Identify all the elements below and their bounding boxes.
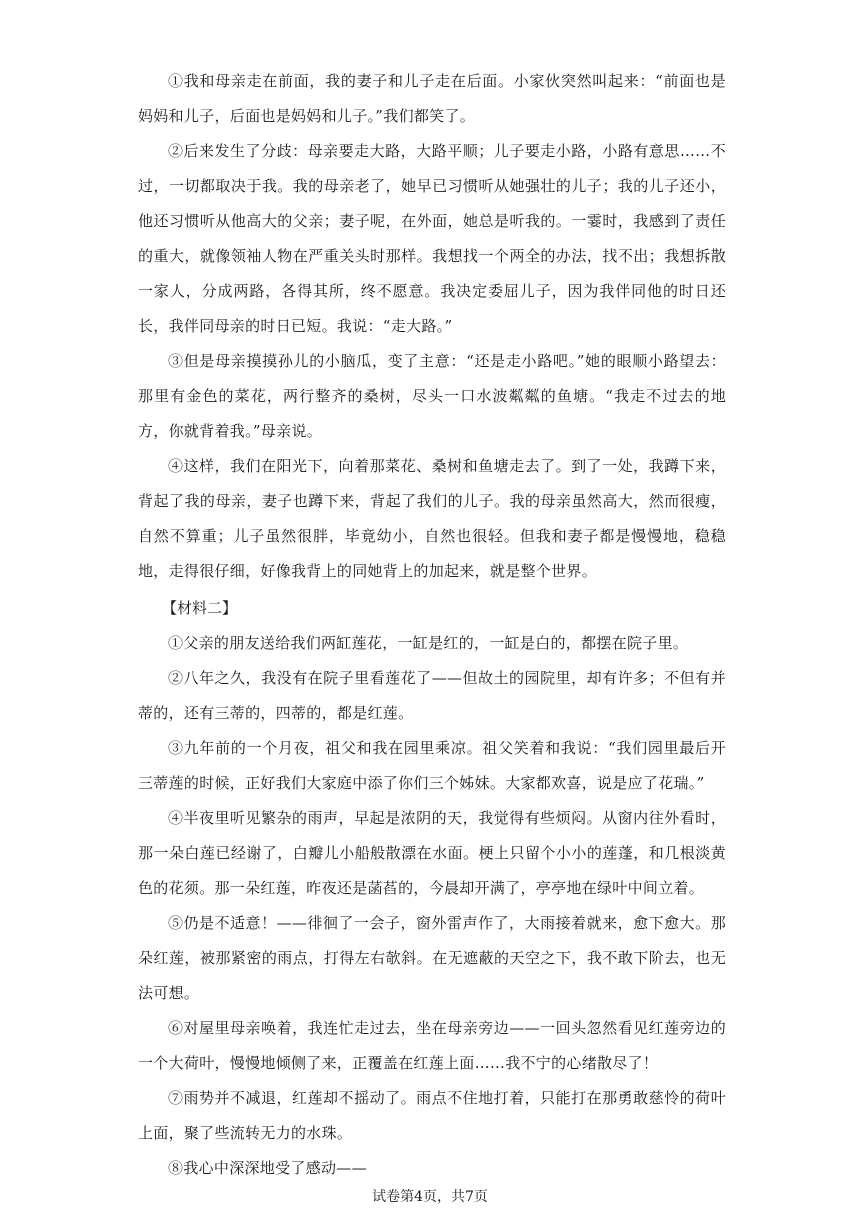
material1-paragraph-1: ①我和母亲走在前面，我的妻子和儿子走在后面。小家伙突然叫起来：“前面也是妈妈和儿子，后面也是妈妈和儿子。”我们都笑了。 xyxy=(138,72,726,125)
material2-paragraph-6: ⑥对屋里母亲唤着，我连忙走过去，坐在母亲旁边——一回头忽然看见红莲旁边的一个大荷叶，慢慢地倾侧了来，正覆盖在红莲上面……我不宁的心绪散尽了！ xyxy=(138,1019,726,1072)
material1-paragraph-2: ②后来发生了分歧：母亲要走大路，大路平顺；儿子要走小路，小路有意思……不过，一切都取决于我。我的母亲老了，她早已习惯听从她强壮的儿子；我的儿子还小，他还习惯听从他高大的父亲；妻子呢，在外面，她总是听我的。一霎时，我感到了责任的重大，就像领袖人物在严重关头时那样。我想找一个两全的办法，找不出；我想拆散一家人，分成两路，各得其所，终不愿意。我决定委屈儿子，因为我伴同他的时日还长，我伴同母亲的时日已短。我说：“走大路。” xyxy=(138,142,726,335)
material1-paragraph-4: ④这样，我们在阳光下，向着那菜花、桑树和鱼塘走去了。到了一处，我蹲下来，背起了我的母亲，妻子也蹲下来，背起了我们的儿子。我的母亲虽然高大，然而很瘦，自然不算重；儿子虽然很胖，毕竟幼小，自然也很轻。但我和妻子都是慢慢地，稳稳地，走得很仔细，好像我背上的同她背上的加起来，就是整个世界。 xyxy=(138,457,726,580)
material2-paragraph-7: ⑦雨势并不减退，红莲却不摇动了。雨点不住地打着，只能打在那勇敢慈怜的荷叶上面，聚了些流转无力的水珠。 xyxy=(138,1089,726,1142)
material1-paragraph-3: ③但是母亲摸摸孙儿的小脑瓜，变了主意：“还是走小路吧。”她的眼顺小路望去：那里有金色的菜花，两行整齐的桑树，尽头一口水波粼粼的鱼塘。“我走不过去的地方，你就背着我。”母亲说。 xyxy=(138,352,726,440)
material2-paragraph-2: ②八年之久，我没有在院子里看莲花了——但故土的园院里，却有许多；不但有并蒂的，还有三蒂的，四蒂的，都是红莲。 xyxy=(138,669,726,722)
document-page xyxy=(138,64,726,1186)
material2-paragraph-5: ⑤仍是不适意！——徘徊了一会子，窗外雷声作了，大雨接着就来，愈下愈大。那朵红莲，被那紧密的雨点，打得左右欹斜。在无遮蔽的天空之下，我不敢下阶去，也无法可想。 xyxy=(138,914,726,1002)
material2-paragraph-8: ⑧我心中深深地受了感动—— xyxy=(168,1159,367,1177)
material2-paragraph-4: ④半夜里听见繁杂的雨声，早起是浓阴的天，我觉得有些烦闷。从窗内往外看时，那一朵白莲已经谢了，白瓣儿小船般散漂在水面。梗上只留个小小的莲蓬，和几根淡黄色的花须。那一朵红莲，昨夜还是菡萏的，今晨却开满了，亭亭地在绿叶中间立着。 xyxy=(138,809,726,897)
material2-heading: 【材料二】 xyxy=(162,599,238,617)
material2-paragraph-1: ①父亲的朋友送给我们两缸莲花，一缸是红的，一缸是白的，都摆在院子里。 xyxy=(168,634,689,652)
page-footer: 试卷第4页，共7页 xyxy=(372,1189,488,1205)
material2-paragraph-3: ③九年前的一个月夜，祖父和我在园里乘凉。祖父笑着和我说：“我们园里最后开三蒂莲的时候，正好我们大家庭中添了你们三个姊妹。大家都欢喜，说是应了花瑞。” xyxy=(138,739,726,792)
